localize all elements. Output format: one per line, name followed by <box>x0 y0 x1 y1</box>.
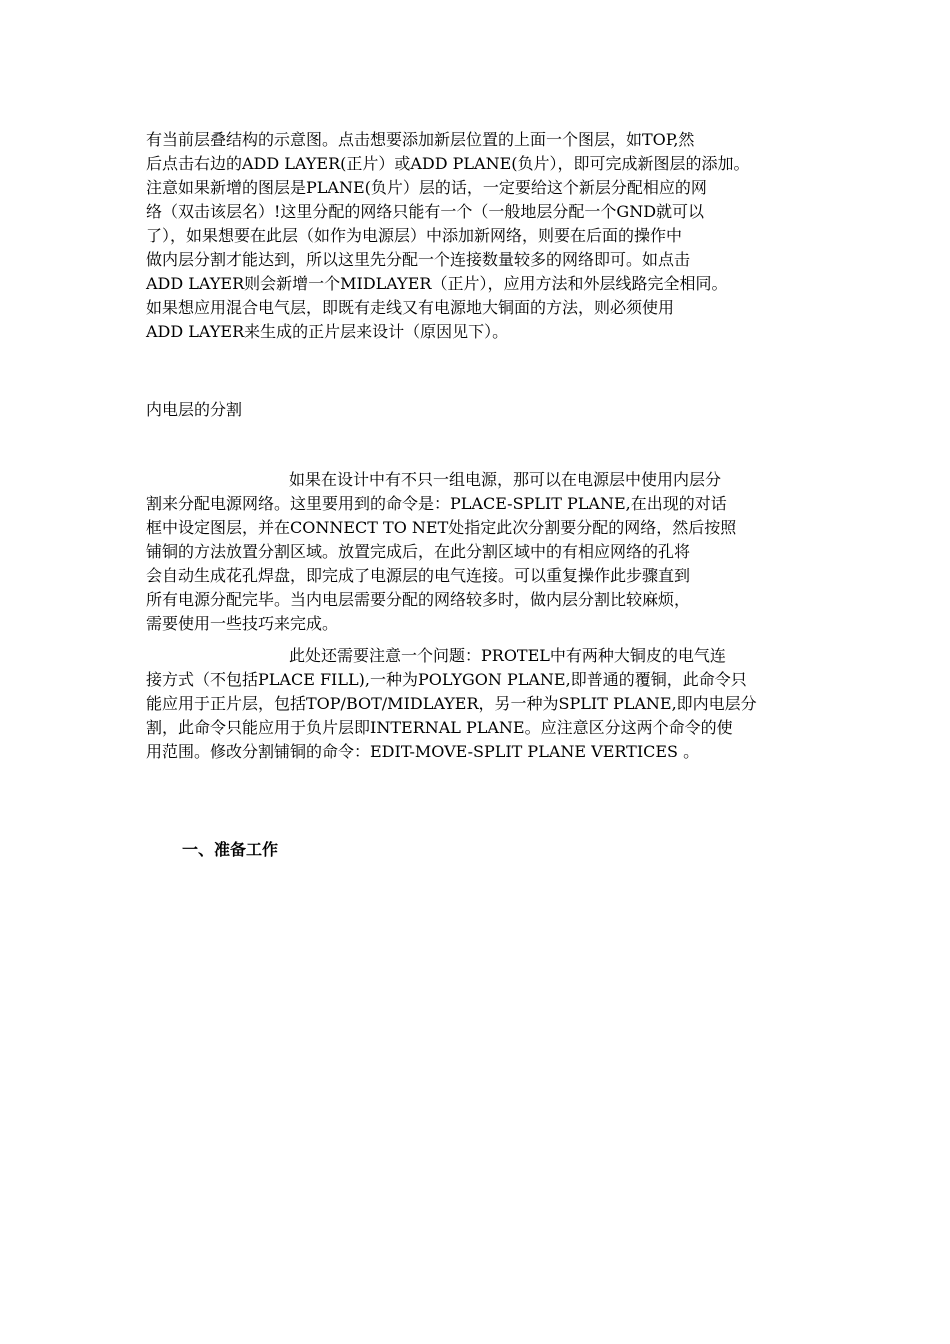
text-line: ADD LAYER则会新增一个MIDLAYER（正片），应用方法和外层线路完全相同。 <box>146 274 728 293</box>
text-line: 后点击右边的ADD LAYER(正片）或ADD PLANE(负片），即可完成新图层的添加。 <box>146 154 750 173</box>
text-line: 络（双击该层名）!这里分配的网络只能有一个（一般地层分配一个GND就可以 <box>146 202 705 221</box>
text-line: ADD LAYER来生成的正片层来设计（原因见下）。 <box>146 322 509 341</box>
section-title-preparation: 一、准备工作 <box>182 840 279 859</box>
text-line: 注意如果新增的图层是PLANE(负片）层的话，一定要给这个新层分配相应的网 <box>146 178 707 197</box>
text-line: 了），如果想要在此层（如作为电源层）中添加新网络，则要在后面的操作中 <box>146 226 683 245</box>
text-line: 铺铜的方法放置分割区域。放置完成后，在此分割区域中的有相应网络的孔将 <box>146 542 691 561</box>
section-title-inner-plane-split: 内电层的分割 <box>146 400 243 419</box>
text-line: 能应用于正片层，包括TOP/BOT/MIDLAYER，另一种为SPLIT PLANE,即内电层分 <box>146 694 757 713</box>
text-line: 有当前层叠结构的示意图。点击想要添加新层位置的上面一个图层，如TOP,然 <box>146 130 695 149</box>
text-line: 接方式（不包括PLACE FILL),一种为POLYGON PLANE,即普通的覆铜，此命令只 <box>146 670 747 689</box>
text-line: 会自动生成花孔焊盘，即完成了电源层的电气连接。可以重复操作此步骤直到 <box>146 566 691 585</box>
text-line: 做内层分割才能达到，所以这里先分配一个连接数量较多的网络即可。如点击 <box>146 250 691 269</box>
text-line: 所有电源分配完毕。当内电层需要分配的网络较多时，做内层分割比较麻烦， <box>146 590 691 609</box>
text-line: 用范围。修改分割铺铜的命令：EDIT-MOVE-SPLIT PLANE VERTICES 。 <box>146 742 700 761</box>
text-line: 需要使用一些技巧来完成。 <box>146 614 339 633</box>
text-line: 此处还需要注意一个问题：PROTEL中有两种大铜皮的电气连 <box>289 646 726 665</box>
text-line: 如果想应用混合电气层，即既有走线又有电源地大铜面的方法，则必须使用 <box>146 298 675 317</box>
text-line: 割，此命令只能应用于负片层即INTERNAL PLANE。应注意区分这两个命令的使 <box>146 718 733 737</box>
text-line: 如果在设计中有不只一组电源，那可以在电源层中使用内层分 <box>289 470 722 489</box>
text-line: 框中设定图层，并在CONNECT TO NET处指定此次分割要分配的网络，然后按照 <box>146 518 737 537</box>
text-line: 割来分配电源网络。这里要用到的命令是：PLACE-SPLIT PLANE,在出现的对话 <box>146 494 727 513</box>
